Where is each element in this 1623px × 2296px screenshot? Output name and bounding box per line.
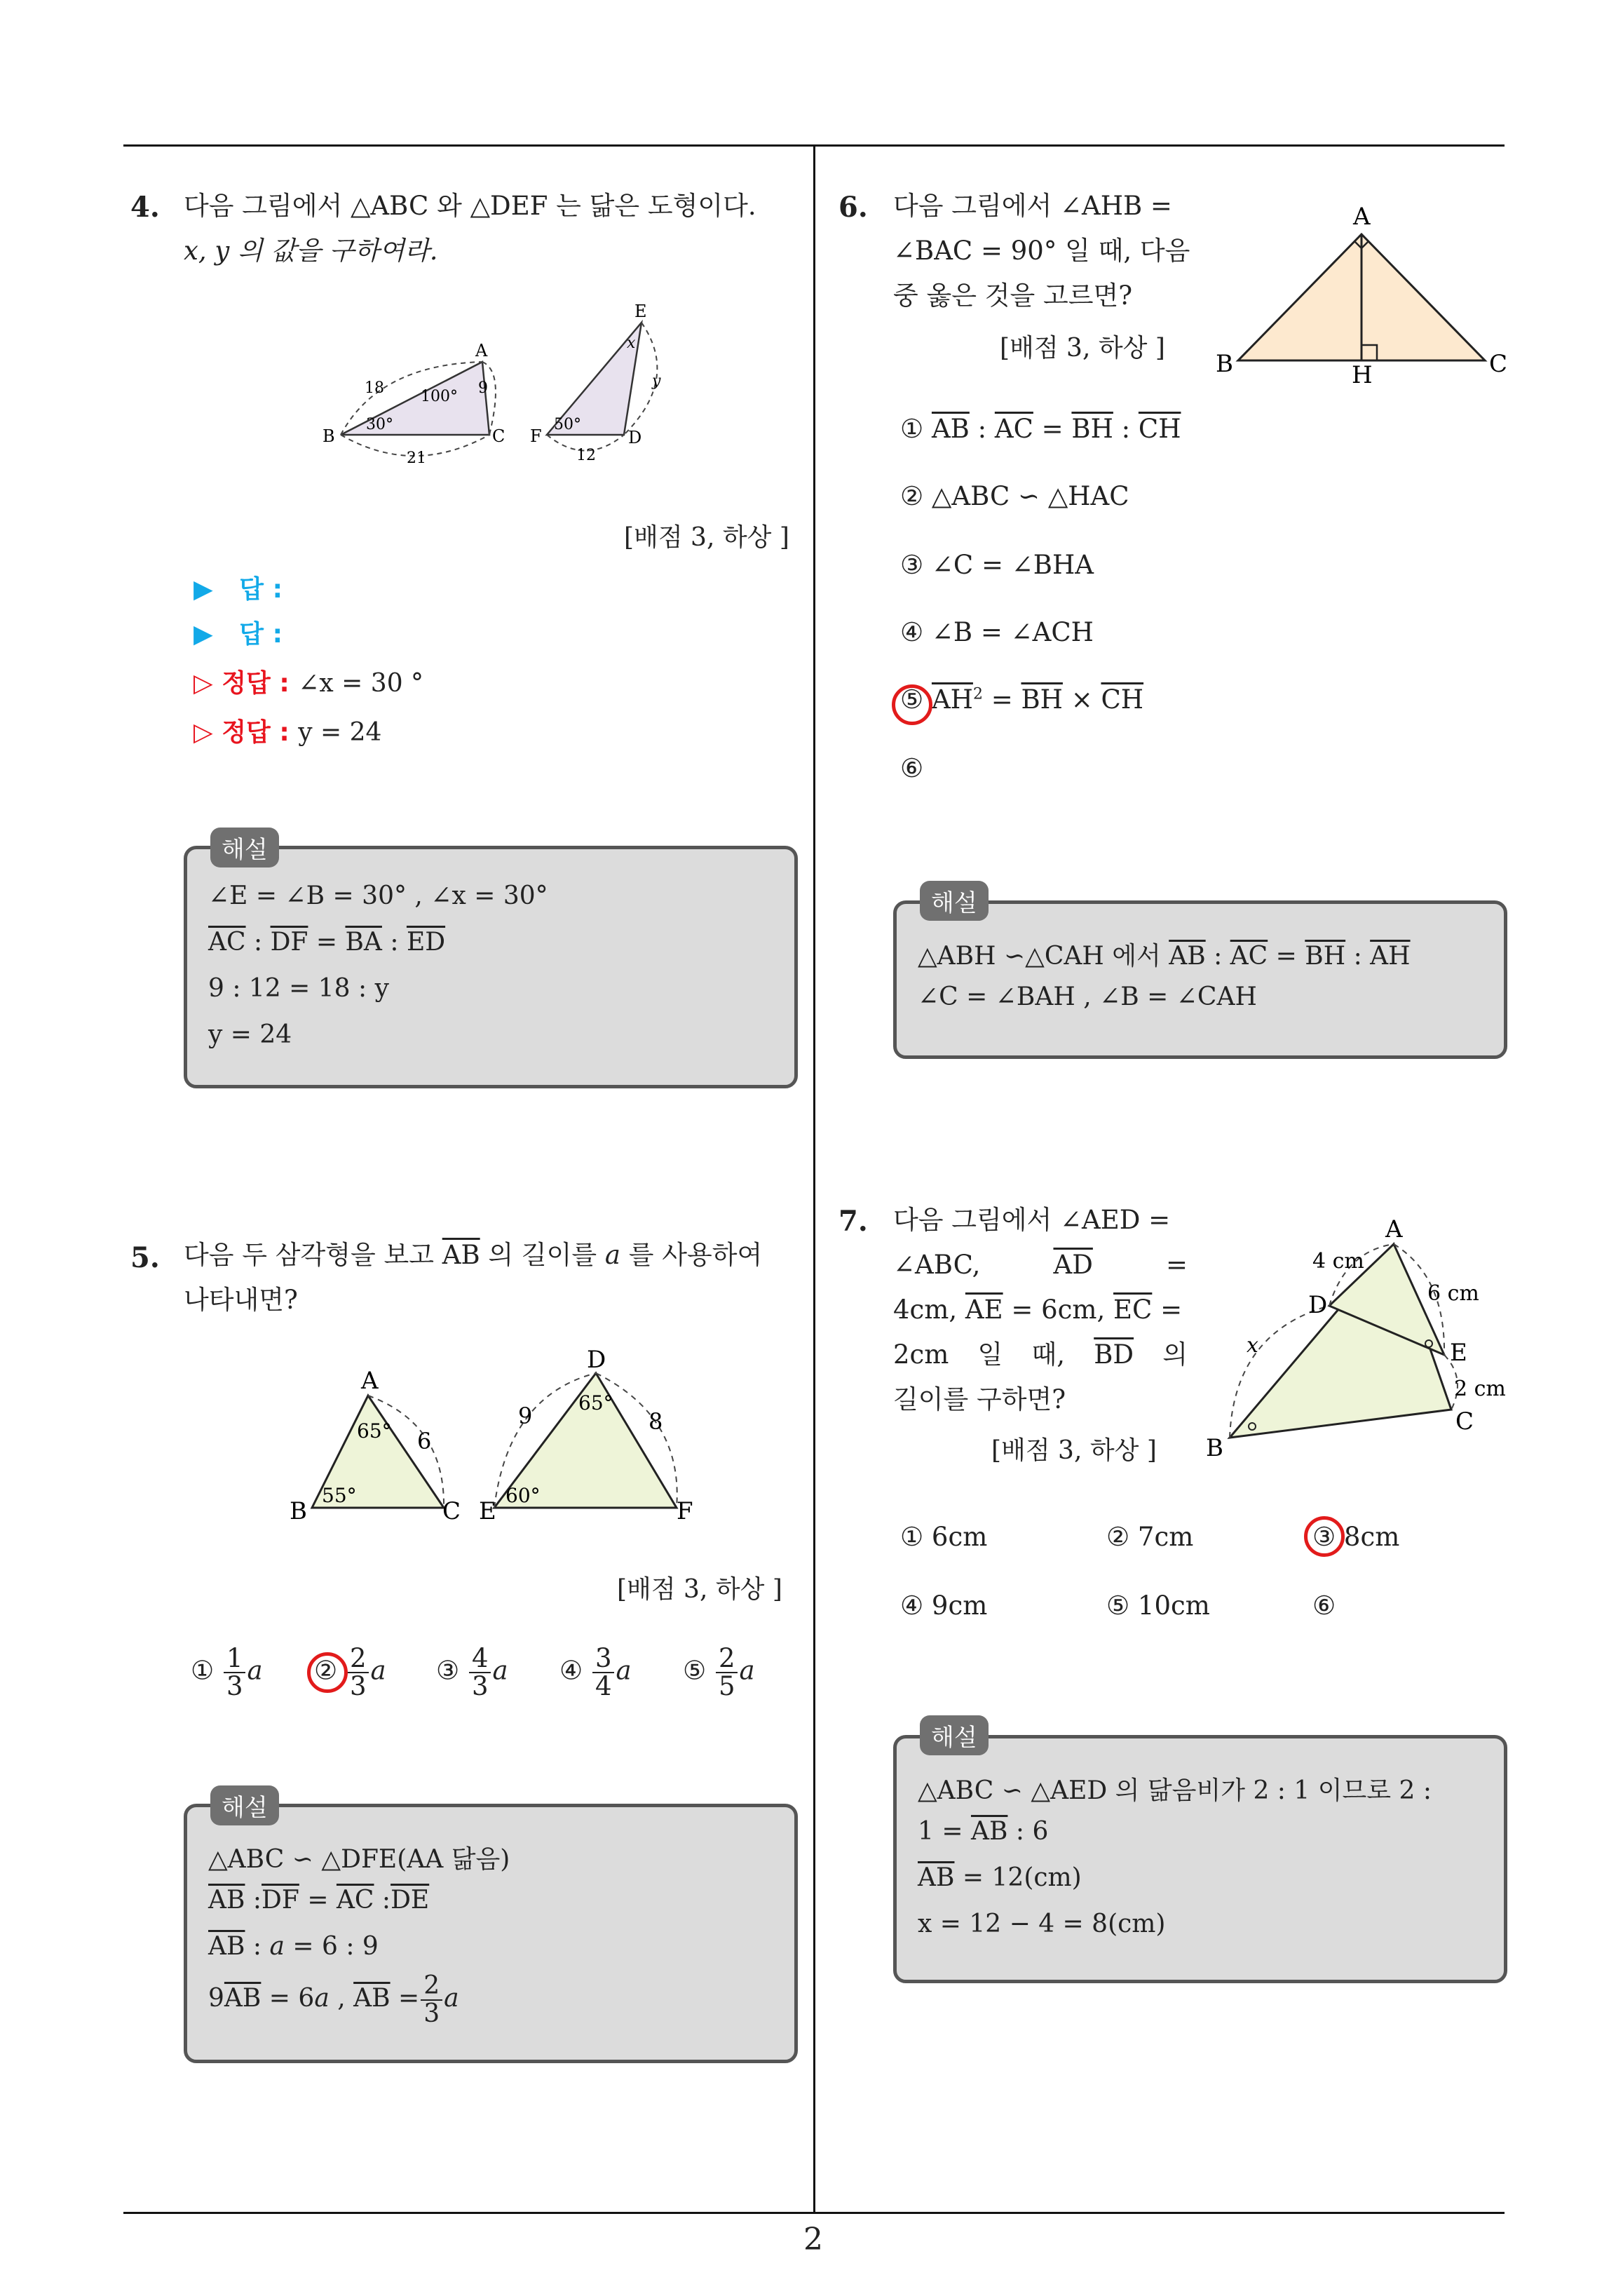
q7-question — [893, 1198, 1188, 1422]
q5-label-c: C — [442, 1497, 461, 1525]
q7-figure — [1185, 1206, 1514, 1473]
q7-label-x: x — [1247, 1333, 1258, 1358]
q5-figure — [284, 1339, 712, 1529]
q4-score: [배점 3, 하상 ] — [624, 523, 789, 552]
q4-label-angle-b: 30° — [366, 416, 393, 433]
q6-line2: ∠BAC = 90° 일 때, 다음 — [893, 236, 1190, 266]
q5-choice-3[interactable]: ③ $\frac{4}{3}$ a — [436, 1643, 508, 1701]
q6-choice-2[interactable]: ② △ABC ∽ △HAC — [900, 481, 1129, 511]
q7-label-ec: 2 cm — [1454, 1377, 1506, 1401]
q4-solution-line2: $\overline{AC}$ : $\overline{DF} = \overline{BA}$ : $\overline{ED}$ — [208, 928, 446, 957]
play-arrow-icon: ▶ — [193, 620, 213, 649]
q4-solution-line3: 9 : 12 = 18 : y — [208, 974, 389, 1003]
q5-solution-line4: $9\overline{AB} = 6a$ , $\overline{AB}$ = $\frac{2}{3}$ a — [208, 1971, 459, 2028]
q6-choice-6[interactable]: ⑥ — [900, 753, 924, 783]
q4-number: 4. — [130, 191, 160, 224]
q5-score: [배점 3, 하상 ] — [617, 1575, 782, 1604]
q6-number: 6. — [838, 191, 868, 224]
q6-label-c: C — [1489, 350, 1508, 378]
q4-label-fd: 12 — [576, 447, 596, 464]
q7-line3: 4cm, $\overline{AE} = 6cm$, $\overline{EC}$ = — [893, 1295, 1183, 1325]
q7-label-d: D — [1308, 1291, 1328, 1319]
q5-label-angle-b: 55° — [322, 1484, 357, 1507]
q7-answer-circle-mark — [1304, 1516, 1345, 1557]
q4-label-d: D — [628, 428, 642, 447]
q5-label-ac: 6 — [417, 1428, 432, 1454]
q6-choice-1[interactable]: ① $\overline{AB}$ : $\overline{AC} = \overline{BH}$ : $\overline{CH}$ — [900, 414, 1181, 444]
q6-solution-line1: △ABH ∽△CAH 에서 $\overline{AB}$ : $\overline{AC} = \overline{BH}$ : $\overline{AH}$ — [918, 942, 1411, 971]
q4-solution-line1: ∠E = ∠B = 30° , ∠x = 30° — [208, 882, 548, 910]
column-divider — [813, 144, 815, 2213]
q7-solution-tag: 해설 — [920, 1715, 989, 1755]
q7-line1: 다음 그림에서 ∠AED = — [893, 1205, 1171, 1235]
q7-line4: 2cm 일 때, $\overline{BD}$ 의 — [893, 1339, 1188, 1370]
q7-solution-line3: $\overline{AB} = 12(cm)$ — [918, 1863, 1082, 1892]
q5-label-d: D — [587, 1346, 606, 1374]
q6-line3: 중 옳은 것을 고르면? — [893, 281, 1133, 311]
q7-solution-line1: △ABC ∽ △AED 의 닮음비가 2 : 1 이므로 2 : — [918, 1776, 1432, 1805]
q5-choice-2[interactable]: ② $\frac{2}{3}$ a — [314, 1643, 386, 1701]
q5-choice-5[interactable]: ⑤ $\frac{2}{5}$ a — [683, 1643, 755, 1701]
q4-figure — [315, 295, 680, 470]
q7-number: 7. — [838, 1205, 868, 1238]
q6-line1: 다음 그림에서 ∠AHB = — [893, 191, 1172, 221]
q4-label-bc: 21 — [407, 450, 426, 467]
q5-choice-4[interactable]: ④ $\frac{3}{4}$ a — [559, 1643, 632, 1701]
q5-label-a: A — [361, 1367, 379, 1395]
q4-label-y: y — [652, 372, 661, 390]
q5-solution-line3: $\overline{AB}$ : a = 6 : 9 — [208, 1932, 379, 1961]
q4-triangle-abc — [341, 362, 489, 435]
q7-score: [배점 3, 하상 ] — [991, 1436, 1157, 1465]
q7-choice-3[interactable]: ③ 8cm — [1312, 1522, 1400, 1552]
q5-line1: 다음 두 삼각형을 보고 $\overline{AB}$ 의 길이를 a 를 사용하여 — [184, 1240, 763, 1270]
q6-solution-line2: ∠C = ∠BAH , ∠B = ∠CAH — [918, 982, 1257, 1011]
q7-solution-box — [893, 1735, 1507, 1983]
q7-label-b: B — [1206, 1434, 1223, 1462]
q7-line2: ∠ABC, $\overline{AD}$ = — [893, 1250, 1188, 1280]
q5-solution-tag: 해설 — [210, 1785, 279, 1825]
q4-answer-blank-2: ▶ 답 : — [193, 620, 283, 649]
outline-arrow-icon: ▷ — [193, 669, 213, 698]
q6-label-a: A — [1353, 203, 1371, 231]
q7-solution-line4: x = 12 − 4 = 8(cm) — [918, 1910, 1166, 1938]
q4-label-angle-a: 100° — [421, 388, 458, 405]
q5-line2: 나타내면? — [184, 1285, 298, 1315]
q4-label-b: B — [322, 426, 335, 446]
q5-choice-1[interactable]: ① $\frac{1}{3}$ a — [191, 1643, 263, 1701]
q6-score: [배점 3, 하상 ] — [1000, 334, 1165, 363]
q4-label-ac: 9 — [478, 379, 488, 397]
q4-label-ab: 18 — [365, 379, 384, 397]
q4-solution-box — [184, 846, 798, 1088]
q5-solution-line2: $\overline{AB}$ $:\overline{DF} = \overline{AC}$ $:\overline{DE}$ — [208, 1886, 430, 1915]
q6-solution-tag: 해설 — [920, 881, 989, 921]
q7-line5: 길이를 구하면? — [893, 1384, 1066, 1414]
q7-label-e: E — [1450, 1339, 1467, 1367]
q7-choice-1[interactable]: ① 6cm — [900, 1522, 988, 1552]
q5-solution-box — [184, 1804, 798, 2063]
q4-solution-line4: y = 24 — [208, 1020, 292, 1049]
q6-choice-5[interactable]: ⑤ $\overline{AH}^2 = \overline{BH} \times \overline{CH}$ — [900, 684, 1144, 715]
page-number: 2 — [803, 2222, 823, 2257]
q7-label-ae: 6 cm — [1427, 1281, 1479, 1306]
q4-solution-tag: 해설 — [210, 828, 279, 867]
q7-choice-5[interactable]: ⑤ 10cm — [1106, 1591, 1210, 1621]
q4-label-e: E — [634, 302, 647, 321]
q5-label-de: 9 — [518, 1403, 533, 1429]
play-arrow-icon: ▶ — [193, 575, 213, 604]
q5-solution-line1: △ABC ∽ △DFE(AA 닮음) — [208, 1845, 510, 1874]
q6-label-b: B — [1216, 350, 1233, 378]
q4-line2: x, y 의 값을 구하여라. — [184, 236, 438, 266]
q4-answer-blank-1: ▶ 답 : — [193, 575, 283, 604]
q5-label-angle-a: 65° — [357, 1419, 392, 1443]
q5-label-f: F — [677, 1497, 693, 1525]
q4-label-c: C — [492, 426, 505, 446]
q6-label-h: H — [1352, 361, 1373, 389]
outline-arrow-icon: ▷ — [193, 718, 213, 747]
q5-label-angle-d: 65° — [578, 1391, 613, 1414]
q4-label-a: A — [475, 341, 488, 360]
q7-label-a: A — [1385, 1215, 1403, 1243]
q6-choice-4[interactable]: ④ ∠B = ∠ACH — [900, 617, 1094, 647]
q5-answer-circle-mark — [307, 1652, 348, 1693]
q4-label-angle-f: 50° — [554, 416, 581, 433]
q5-label-df: 8 — [648, 1408, 663, 1435]
q7-label-ad: 4 cm — [1312, 1249, 1364, 1274]
q5-label-angle-e: 60° — [505, 1484, 541, 1507]
q5-question — [184, 1233, 815, 1323]
q6-question — [893, 184, 1202, 318]
bottom-rule — [123, 2212, 1505, 2214]
q7-solution-line2: $1 = \overline{AB}$ : 6 — [918, 1817, 1049, 1846]
q5-label-b: B — [290, 1497, 307, 1525]
q6-answer-circle-mark — [892, 684, 932, 725]
q6-choice-3[interactable]: ③ ∠C = ∠BHA — [900, 550, 1094, 580]
q4-correct-answer-1: ▷ 정답 : ∠x = 30 ° — [193, 669, 424, 698]
q7-choice-2[interactable]: ② 7cm — [1106, 1522, 1194, 1552]
q4-label-x: x — [627, 335, 636, 352]
q6-figure — [1206, 199, 1514, 389]
q7-choice-4[interactable]: ④ 9cm — [900, 1591, 988, 1621]
q7-choice-6[interactable]: ⑥ — [1312, 1591, 1336, 1621]
q4-correct-answer-2: ▷ 정답 : y = 24 — [193, 718, 382, 747]
q4-question — [184, 184, 815, 274]
q7-label-c: C — [1455, 1407, 1474, 1436]
q6-solution-box — [893, 900, 1507, 1059]
q5-number: 5. — [130, 1241, 160, 1274]
q4-line1: 다음 그림에서 △ABC 와 △DEF 는 닮은 도형이다. — [184, 191, 756, 221]
q4-label-f: F — [530, 426, 542, 446]
q5-label-e: E — [479, 1497, 496, 1525]
